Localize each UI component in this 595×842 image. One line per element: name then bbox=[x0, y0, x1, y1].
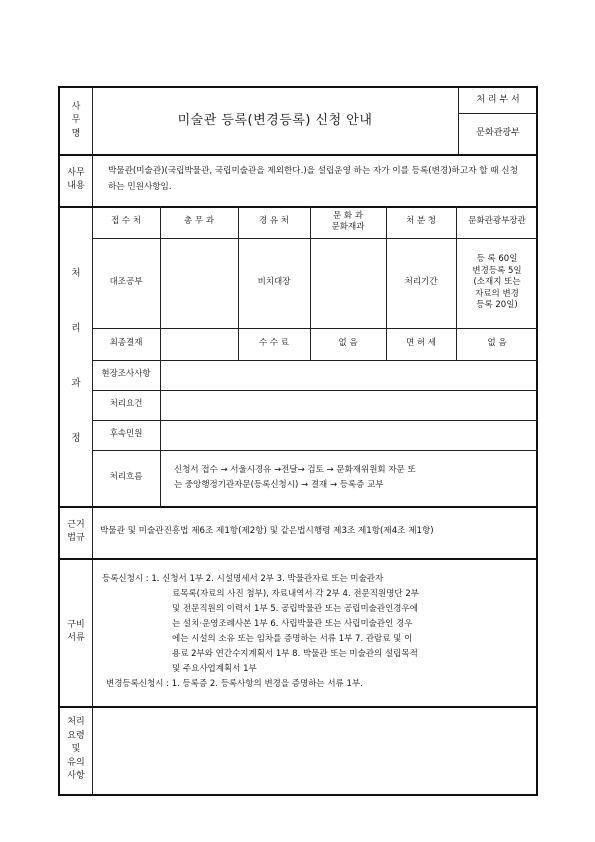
affairs-label: 사무 내용 bbox=[67, 167, 85, 191]
registration-docs-line-1: 료목록(자료의 사진 첨부), 자료내역서 각 2부 4. 전문직원명단 2부 bbox=[172, 588, 419, 599]
minister-label: 문화관광부장관 bbox=[468, 216, 526, 227]
process-char-4: 정 bbox=[71, 432, 81, 444]
fee-label: 수 수 료 bbox=[258, 338, 290, 349]
site-inspection-label: 현장조사사항 bbox=[101, 369, 151, 380]
dept-label: 처 리 부 서 bbox=[476, 95, 520, 106]
dept-divider bbox=[458, 113, 538, 114]
license-tax-label: 면 허 세 bbox=[405, 338, 437, 349]
registration-docs-head: 등록신청시 : 1. 신청서 1부 2. 시설명세서 2부 3. 박물관자료 또는 미술관자 bbox=[102, 573, 384, 584]
final-approval-label: 최종결재 bbox=[109, 338, 143, 349]
registration-docs-line-2: 및 전문직원의 이력서 1부 5. 공립박물관 또는 공립미술관인경우에 bbox=[172, 603, 418, 614]
process-col-5 bbox=[456, 206, 457, 360]
flow-text: 신청서 접수 → 서울시경유 →전달→ 검토 → 문화재위원회 자문 또 는 중앙행정기관자문(등록신청시) → 결재 → 등록증 교부 bbox=[174, 465, 416, 490]
process-row-6 bbox=[92, 450, 538, 451]
process-col-2 bbox=[238, 206, 239, 360]
receiving-office-label: 접 수 처 bbox=[110, 216, 142, 227]
affair-name-label: 사 무 명 bbox=[71, 101, 81, 139]
processing-period-value: 등 록 60일 변경등록 5일 (소재지 또는 자료의 변경 등록 20일) bbox=[472, 254, 522, 311]
general-affairs-label: 총 무 과 bbox=[183, 216, 215, 227]
header-bottom-rule bbox=[60, 154, 538, 156]
docs-bottom-rule bbox=[60, 706, 538, 708]
affairs-bottom-rule bbox=[60, 206, 538, 208]
process-char-3: 과 bbox=[71, 377, 81, 389]
affairs-text bbox=[92, 154, 538, 206]
change-registration-docs: 변경등록신청시 : 1. 등록증 2. 등록사항의 변경을 증명하는 서류 1부. bbox=[106, 679, 363, 690]
culture-dept-label: 문 화 과 문화재과 bbox=[331, 210, 365, 232]
via-office-label: 경 유 처 bbox=[258, 216, 290, 227]
disposing-office-label: 처 분 청 bbox=[405, 216, 437, 227]
register-ledger-label: 비치대장 bbox=[257, 277, 291, 288]
registration-docs-line-4: 에는 시설의 소유 또는 임차를 증명하는 서류 1부 7. 관람료 및 이 bbox=[172, 634, 413, 644]
dept-value: 문화관광부 bbox=[476, 128, 520, 139]
label-column-divider bbox=[92, 88, 93, 794]
process-row-5 bbox=[92, 420, 538, 421]
process-row-4 bbox=[92, 390, 538, 391]
registration-docs-line-6: 및 주요사업계획서 1부 bbox=[172, 664, 257, 675]
process-col-3 bbox=[310, 206, 311, 360]
process-bottom-rule bbox=[60, 506, 538, 508]
legal-basis-label: 근거 법규 bbox=[67, 519, 85, 543]
process-char-1: 처 bbox=[71, 267, 81, 279]
registration-docs-line-3: 는 설치·운영조례사본 1부 6. 사립박물관 또는 사립미술관인 경우 bbox=[172, 618, 413, 629]
legal-basis-text bbox=[92, 506, 538, 558]
followup-label: 후속민원 bbox=[109, 429, 143, 440]
process-char-2: 리 bbox=[71, 322, 81, 334]
required-docs-text bbox=[92, 558, 538, 706]
required-docs-label: 구비 서류 bbox=[67, 619, 85, 643]
notes-label: 처리 요령 및 유의 사항 bbox=[67, 717, 85, 782]
process-row-1 bbox=[92, 238, 538, 239]
application-guide-form bbox=[58, 86, 538, 796]
process-col-1 bbox=[160, 206, 161, 506]
processing-period-label: 처리기간 bbox=[404, 277, 438, 288]
process-row-2 bbox=[92, 328, 538, 329]
process-side-label bbox=[60, 206, 92, 506]
registration-docs-line-5: 용료 2부와 연간수지계획서 1부 8. 박물관 또는 미술관의 설립목적 bbox=[172, 649, 418, 660]
legal-bottom-rule bbox=[60, 558, 538, 560]
requirements-label: 처리요건 bbox=[109, 399, 143, 410]
reference-ledger-label: 대조공부 bbox=[109, 277, 143, 288]
header-dept-divider bbox=[458, 88, 459, 154]
process-row-3 bbox=[92, 360, 538, 361]
legal-basis-paragraph: 박물관 및 미술관진흥법 제6조 제1항(제2항) 및 같은법시행령 제3조 제1항(제4조 제1항) bbox=[100, 526, 434, 537]
fee-value: 없 음 bbox=[338, 338, 358, 349]
process-col-4 bbox=[386, 206, 387, 360]
notes-text bbox=[92, 706, 538, 794]
page-title: 미술관 등록(변경등록) 신청 안내 bbox=[177, 113, 373, 129]
license-tax-value: 없 음 bbox=[487, 338, 507, 349]
affairs-paragraph: 박물관(미술관)(국립박물관, 국립미술관을 제외한다.)을 설립운영 하는 자가 이를 등록(변경)하고자 할 때 신청하는 민원사항임. bbox=[108, 166, 518, 192]
flow-label: 처리흐름 bbox=[109, 472, 143, 483]
